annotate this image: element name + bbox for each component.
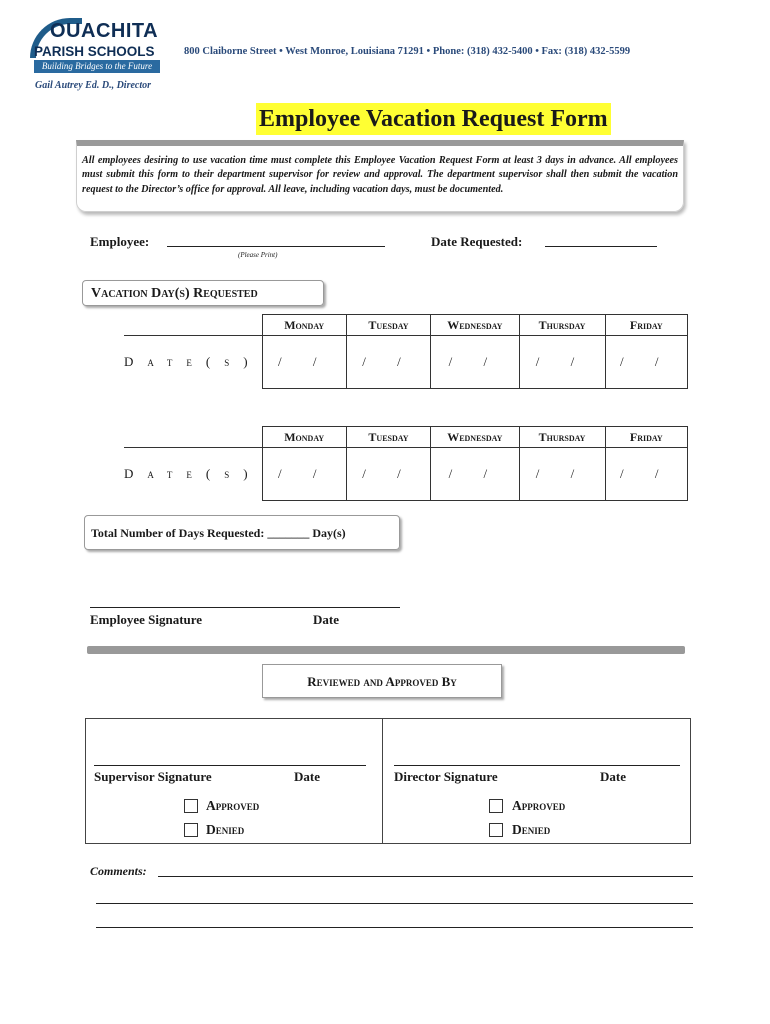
- instructions-box: All employees desiring to use vacation time must complete this Employee Vacation Request Form at least 3 days in advance. All employees must submit this form to their department supervisor for review and approval. The department supervisor shall then submit the vacation request to the Director’s office for approval. All leave, including vacation days, must be documented.: [76, 140, 684, 212]
- date-requested-label: Date Requested:: [431, 234, 523, 249]
- please-print-hint: (Please Print): [238, 251, 278, 259]
- day-header: Wednesday: [431, 315, 519, 336]
- review-heading: Reviewed and Approved By: [262, 664, 502, 698]
- date-cell[interactable]: / /: [262, 336, 346, 389]
- day-header: Thursday: [519, 427, 605, 448]
- address-line: 800 Claiborne Street • West Monroe, Louisiana 71291 • Phone: (318) 432-5400 • Fax: (318) 432-5599: [184, 46, 631, 57]
- date-cell[interactable]: / /: [431, 448, 519, 501]
- date-cell[interactable]: / /: [519, 448, 605, 501]
- date-cell[interactable]: / /: [605, 448, 687, 501]
- supervisor-denied-label: Denied: [206, 822, 245, 837]
- comments-line-2[interactable]: [96, 889, 693, 904]
- director-approved-label: Approved: [512, 798, 566, 813]
- logo-tagline: Building Bridges to the Future: [34, 60, 160, 73]
- approval-box: [85, 718, 691, 844]
- employee-name-field[interactable]: [167, 232, 385, 247]
- comments-line-1[interactable]: [158, 862, 693, 877]
- employee-label: Employee:: [90, 234, 150, 249]
- logo-line1: OUACHITA: [50, 20, 159, 42]
- supervisor-approved-label: Approved: [206, 798, 260, 813]
- date-cell[interactable]: / /: [346, 448, 430, 501]
- form-title: Employee Vacation Request Form: [256, 103, 611, 135]
- director-approved-checkbox[interactable]: [489, 799, 503, 813]
- director-denied-label: Denied: [512, 822, 551, 837]
- employee-date-label: Date: [313, 612, 339, 627]
- dates-row-label: Date(s): [124, 336, 262, 389]
- date-cell[interactable]: / /: [346, 336, 430, 389]
- date-cell[interactable]: / /: [519, 336, 605, 389]
- supervisor-signature-field[interactable]: [94, 751, 366, 766]
- total-days-box: [84, 515, 400, 550]
- director-denied-checkbox[interactable]: [489, 823, 503, 837]
- total-days-field[interactable]: _______: [267, 526, 310, 540]
- vacation-days-heading: Vacation Day(s) Requested: [82, 280, 324, 306]
- director-name: Gail Autrey Ed. D., Director: [35, 80, 152, 91]
- employee-signature-field[interactable]: [90, 593, 400, 608]
- date-cell[interactable]: / /: [262, 448, 346, 501]
- total-days-suffix: Day(s): [312, 526, 346, 540]
- approval-divider: [382, 719, 383, 843]
- day-header: Tuesday: [346, 427, 430, 448]
- day-header: Monday: [262, 427, 346, 448]
- dates-row-label: Date(s): [124, 448, 262, 501]
- day-header: Tuesday: [346, 315, 430, 336]
- day-header: Monday: [262, 315, 346, 336]
- director-signature-field[interactable]: [394, 751, 680, 766]
- director-date-label: Date: [600, 769, 626, 784]
- date-cell[interactable]: / /: [605, 336, 687, 389]
- date-requested-field[interactable]: [545, 232, 657, 247]
- supervisor-approved-checkbox[interactable]: [184, 799, 198, 813]
- day-header: Friday: [605, 315, 687, 336]
- day-header: Thursday: [519, 315, 605, 336]
- employee-signature-label: Employee Signature: [90, 612, 203, 627]
- vacation-week-2: [124, 426, 688, 501]
- vacation-week-1: [124, 314, 688, 389]
- comments-line-3[interactable]: [96, 913, 693, 928]
- date-cell[interactable]: / /: [431, 336, 519, 389]
- day-header: Friday: [605, 427, 687, 448]
- supervisor-signature-label: Supervisor Signature: [94, 769, 212, 784]
- section-divider: [87, 646, 685, 654]
- total-days-label: Total Number of Days Requested:: [91, 526, 265, 540]
- director-signature-label: Director Signature: [394, 769, 498, 784]
- district-logo: [30, 18, 160, 76]
- comments-label: Comments:: [90, 864, 147, 878]
- supervisor-denied-checkbox[interactable]: [184, 823, 198, 837]
- day-header: Wednesday: [431, 427, 519, 448]
- logo-line2: PARISH SCHOOLS: [34, 44, 155, 59]
- supervisor-date-label: Date: [294, 769, 320, 784]
